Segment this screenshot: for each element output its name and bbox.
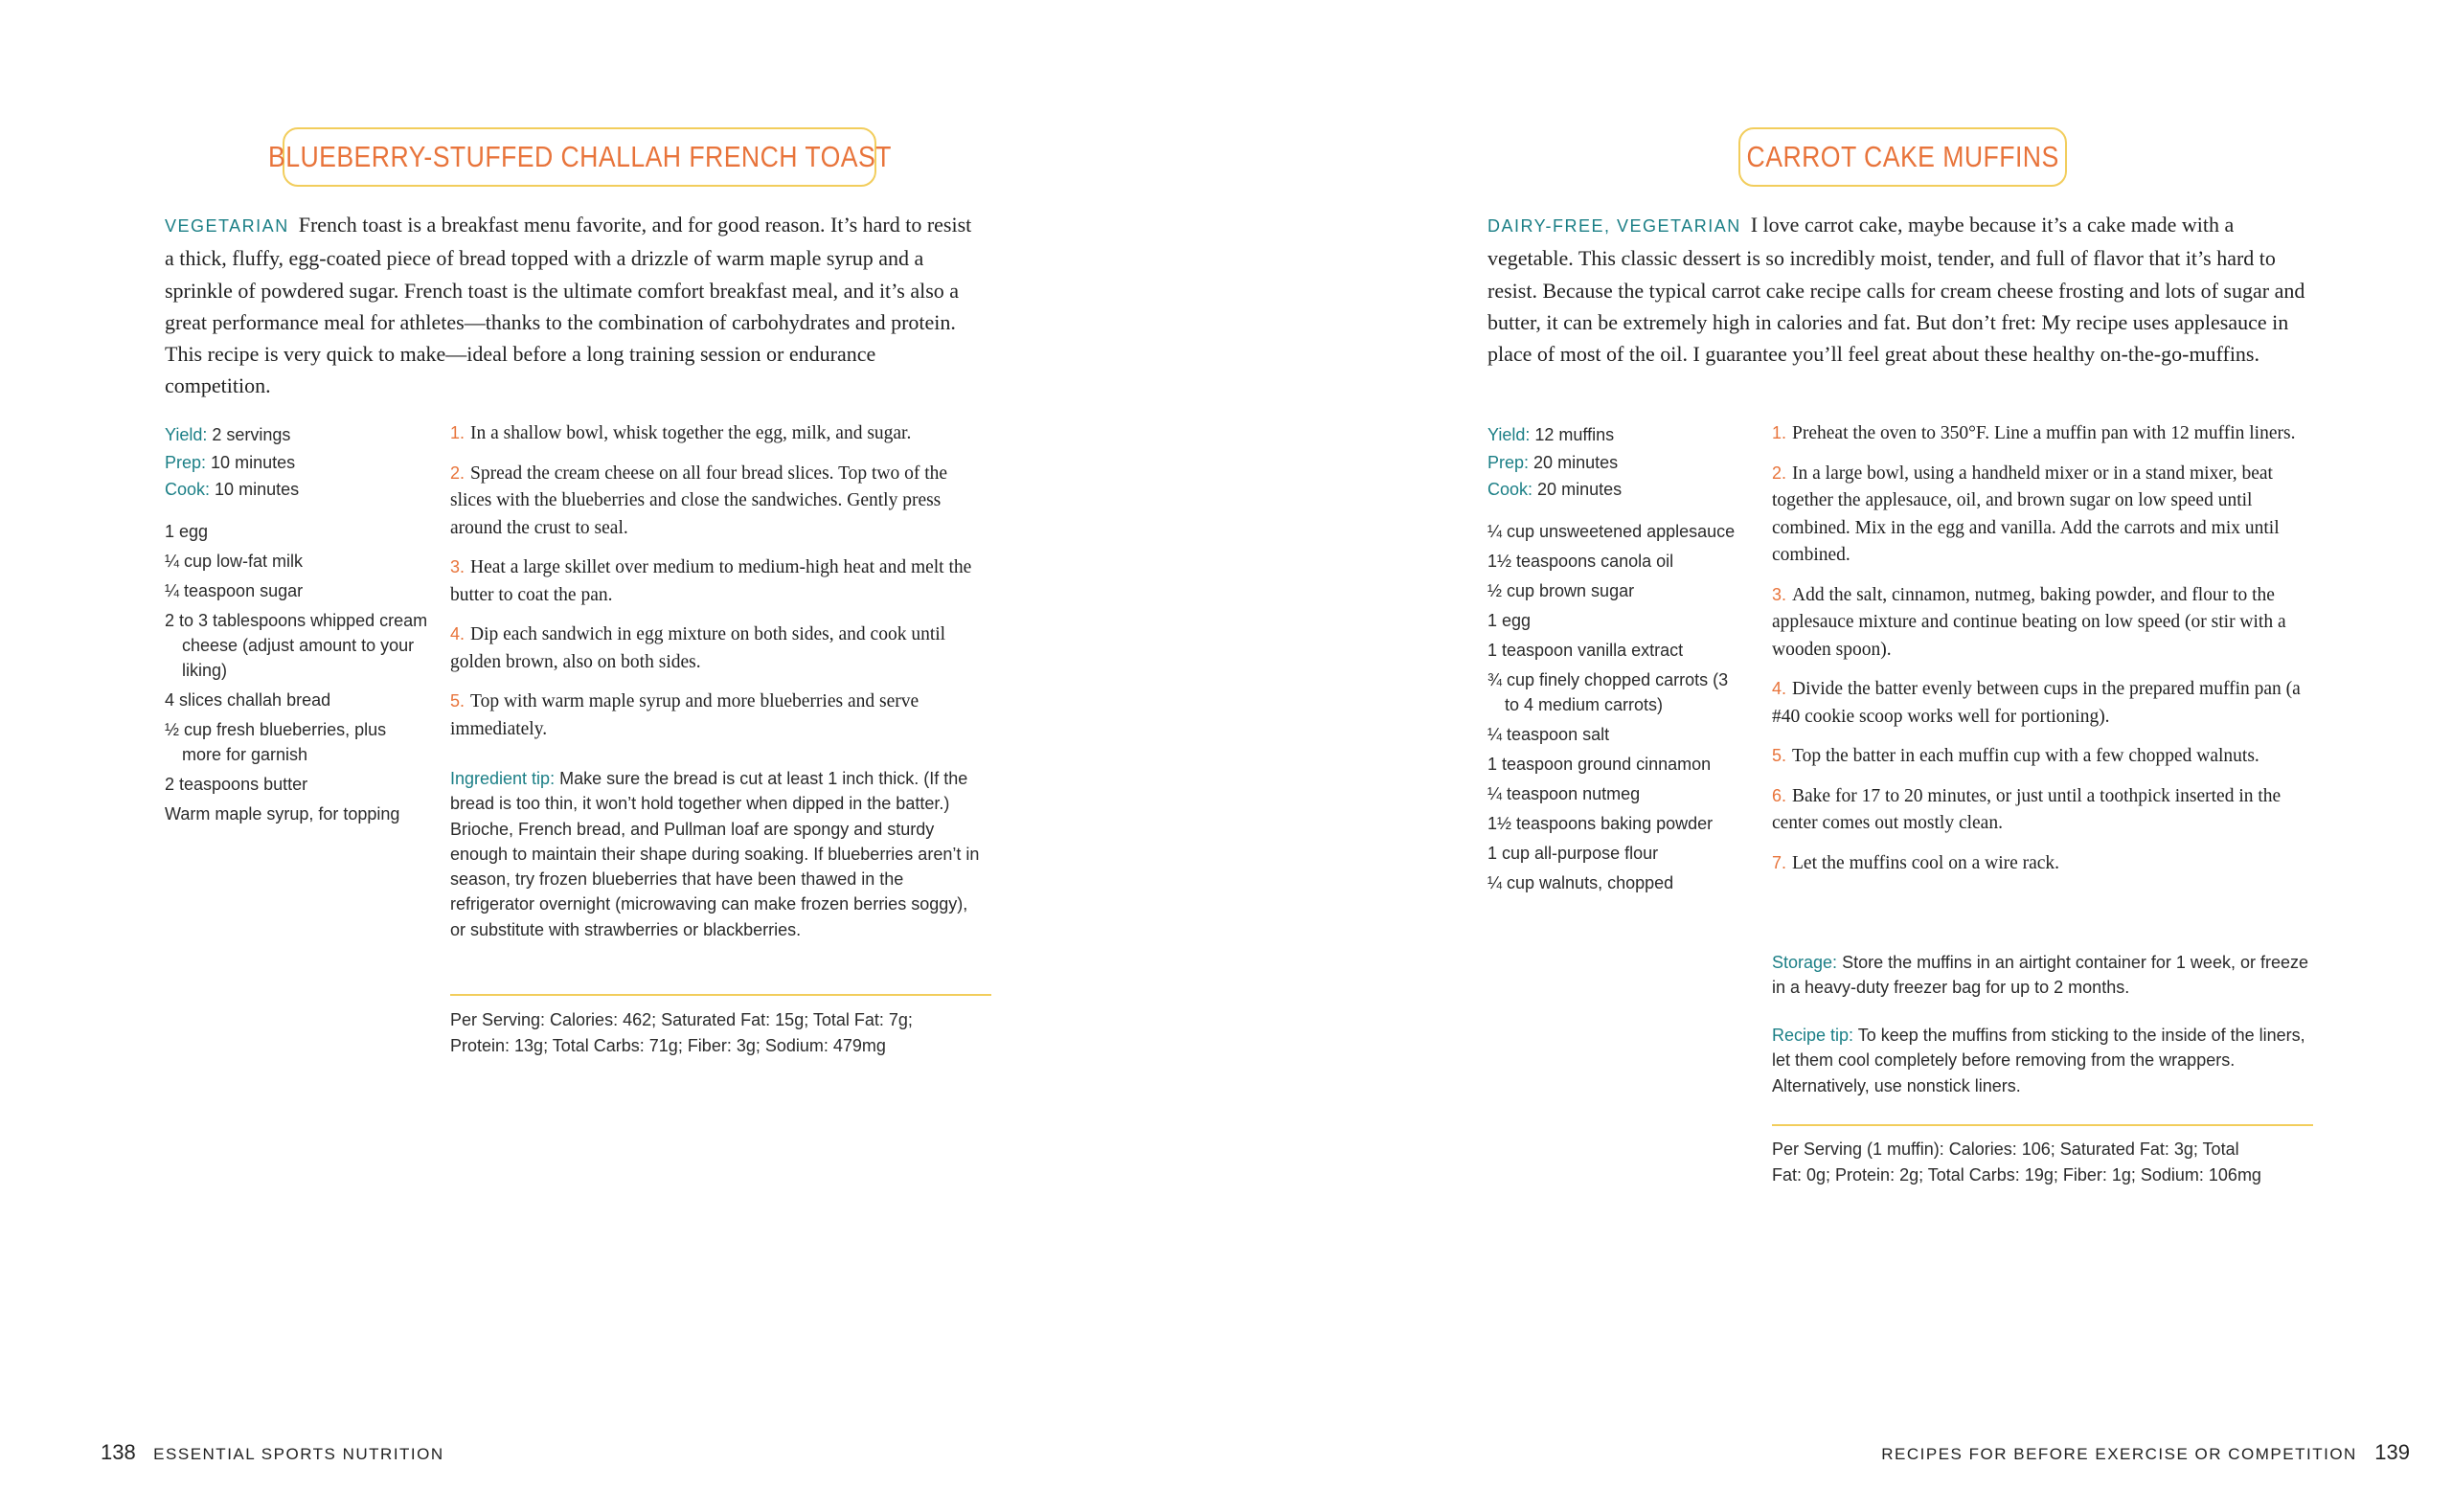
- step-text: Top with warm maple syrup and more blueberries and serve immediately.: [450, 691, 920, 739]
- step-item: [450, 419, 987, 448]
- page-number: 139: [2374, 1440, 2410, 1464]
- step-number: 5.: [450, 691, 465, 711]
- cook-row: [1487, 476, 1746, 504]
- step-number: 3.: [450, 557, 465, 576]
- yield-label: Yield:: [1487, 425, 1531, 444]
- recipe-meta: [1487, 421, 1746, 504]
- step-item: [1772, 782, 2313, 838]
- step-item: [450, 460, 987, 543]
- ingredient-list: [1487, 519, 1744, 900]
- yield-row: [165, 421, 423, 449]
- intro-text: French toast is a breakfast menu favorite, and for good reason. It’s hard to resist a thick, fluffy, egg-coated piece of bread topped with a drizzle of warm maple syrup and a sprinkle of powdered sugar. French toast is the ultimate comfort breakfast meal, and it’s also a great performance meal for athletes—thanks to the combination of carbohydrates and protein. This recipe is very quick to make—ideal before a long training session or endurance competition.: [165, 213, 972, 398]
- diet-tag: DAIRY-FREE, VEGETARIAN: [1487, 216, 1741, 236]
- step-text: Bake for 17 to 20 minutes, or just until a toothpick inserted in the center comes out mostly clean.: [1772, 785, 2282, 833]
- step-number: 3.: [1772, 584, 1787, 604]
- cook-value: 10 minutes: [215, 480, 300, 499]
- ingredient-item: 2 teaspoons butter: [165, 775, 308, 794]
- ingredient-item: ¼ teaspoon sugar: [165, 581, 304, 600]
- ingredient-item: 4 slices challah bread: [165, 690, 331, 710]
- recipe-tip: [1772, 1023, 2308, 1098]
- step-number: 1.: [450, 423, 465, 442]
- recipe-meta: [165, 421, 423, 504]
- ingredient-item: ¼ cup low-fat milk: [165, 552, 304, 571]
- step-text: Heat a large skillet over medium to medium-high heat and melt the butter to coat the pan.: [450, 557, 972, 605]
- storage-text: Store the muffins in an airtight container for 1 week, or freeze in a heavy-duty freezer bag for up to 2 months.: [1772, 953, 2308, 998]
- step-item: [450, 688, 987, 743]
- ingredient-item: ¼ cup walnuts, chopped: [1487, 873, 1674, 892]
- ingredient-item: 1 teaspoon vanilla extract: [1487, 641, 1684, 660]
- ingredient-item: ½ cup brown sugar: [1487, 581, 1635, 600]
- step-item: [450, 621, 987, 676]
- prep-label: Prep:: [1487, 452, 1530, 472]
- step-number: 4.: [450, 624, 465, 643]
- recipe-title-box: [267, 127, 892, 187]
- ingredient-item: 2 to 3 tablespoons whipped cream cheese (adjust amount to your liking): [165, 611, 428, 680]
- tip-label: Ingredient tip:: [450, 769, 556, 788]
- ingredient-list: [165, 519, 428, 831]
- step-text: Let the muffins cool on a wire rack.: [1792, 852, 2060, 873]
- step-item: [1772, 675, 2313, 731]
- prep-row: [1487, 449, 1746, 477]
- ingredient-item: 1½ teaspoons canola oil: [1487, 552, 1674, 571]
- nutrition-info: Per Serving (1 muffin): Calories: 106; Saturated Fat: 3g; Total Fat: 0g; Protein: 2g; Total Carbs: 19g; Fiber: 1g; Sodium: 106mg: [1772, 1140, 2261, 1185]
- divider-rule: [450, 994, 991, 996]
- step-text: Dip each sandwich in egg mixture on both sides, and cook until golden brown, also on both sides.: [450, 624, 946, 672]
- storage-note: [1772, 950, 2308, 1001]
- step-number: 7.: [1772, 852, 1787, 872]
- prep-value: 10 minutes: [211, 452, 296, 472]
- step-number: 2.: [1772, 463, 1787, 483]
- ingredient-item: ¼ teaspoon nutmeg: [1487, 784, 1641, 803]
- divider-rule: [1772, 1124, 2313, 1126]
- step-item: [1772, 742, 2313, 771]
- step-number: 4.: [1772, 679, 1787, 698]
- step-text: Preheat the oven to 350°F. Line a muffin pan with 12 muffin liners.: [1792, 423, 2296, 443]
- nutrition-info: Per Serving: Calories: 462; Saturated Fat: 15g; Total Fat: 7g; Protein: 13g; Total Carbs: 71g; Fiber: 3g; Sodium: 479mg: [450, 1010, 913, 1055]
- cook-value: 20 minutes: [1537, 480, 1623, 499]
- step-text: Top the batter in each muffin cup with a few chopped walnuts.: [1792, 746, 2259, 766]
- diet-tag: VEGETARIAN: [165, 216, 289, 236]
- yield-value: 12 muffins: [1534, 425, 1615, 444]
- recipe-intro: [165, 209, 981, 402]
- recipe-title-box: [1738, 127, 2067, 187]
- page-number: 138: [101, 1440, 136, 1464]
- ingredient-item: 1½ teaspoons baking powder: [1487, 814, 1714, 833]
- yield-row: [1487, 421, 1746, 449]
- ingredient-item: 1 cup all-purpose flour: [1487, 844, 1659, 863]
- cook-label: Cook:: [1487, 480, 1533, 499]
- page-footer: [1881, 1440, 2410, 1465]
- tip-text: To keep the muffins from sticking to the inside of the liners, let them cool completely before removing from the wrappers. Alternatively, use nonstick liners.: [1772, 1026, 2305, 1095]
- ingredient-item: ¾ cup finely chopped carrots (3 to 4 medium carrots): [1487, 670, 1729, 714]
- step-item: [1772, 460, 2313, 570]
- step-item: [1772, 581, 2313, 665]
- step-number: 5.: [1772, 746, 1787, 765]
- step-text: Spread the cream cheese on all four bread slices. Top two of the slices with the blueberries and close the sandwiches. Gently press around the crust to seal.: [450, 463, 948, 538]
- ingredient-tip: [450, 766, 987, 942]
- ingredient-item: 1 egg: [1487, 611, 1532, 630]
- ingredient-item: ½ cup fresh blueberries, plus more for garnish: [165, 720, 387, 764]
- step-text: Divide the batter evenly between cups in the prepared muffin pan (a #40 cookie scoop works well for portioning).: [1772, 679, 2301, 727]
- running-head: ESSENTIAL SPORTS NUTRITION: [153, 1445, 444, 1463]
- prep-row: [165, 449, 423, 477]
- recipe-title: BLUEBERRY-STUFFED CHALLAH FRENCH TOAST: [267, 140, 892, 173]
- steps-list: [450, 419, 987, 755]
- yield-label: Yield:: [165, 425, 208, 444]
- prep-label: Prep:: [165, 452, 207, 472]
- cook-label: Cook:: [165, 480, 211, 499]
- step-text: In a shallow bowl, whisk together the egg, milk, and sugar.: [470, 423, 912, 443]
- step-item: [450, 553, 987, 609]
- step-number: 6.: [1772, 785, 1787, 805]
- step-text: Add the salt, cinnamon, nutmeg, baking powder, and flour to the applesauce mixture and continue beating on low speed (or stir with a wooden spoon).: [1772, 584, 2286, 660]
- right-page: [1226, 0, 2452, 1512]
- recipe-intro: [1487, 209, 2319, 370]
- cook-row: [165, 476, 423, 504]
- tip-text: Make sure the bread is cut at least 1 inch thick. (If the bread is too thin, it won’t hold together when dipped in the batter.) Brioche, French bread, and Pullman loaf are spongy and sturdy enough to maintain their shape during soaking. If blueberries aren’t in season, try frozen blueberries that have been thawed in the refrigerator overnight (microwaving can make frozen berries soggy), or substitute with strawberries or blackberries.: [450, 769, 980, 939]
- running-head: RECIPES FOR BEFORE EXERCISE OR COMPETITION: [1881, 1445, 2357, 1463]
- ingredient-item: ¼ cup unsweetened applesauce: [1487, 522, 1736, 541]
- prep-value: 20 minutes: [1533, 452, 1619, 472]
- step-item: [1772, 419, 2313, 448]
- ingredient-item: 1 teaspoon ground cinnamon: [1487, 755, 1712, 774]
- page-footer: [101, 1440, 444, 1465]
- ingredient-item: ¼ teaspoon salt: [1487, 725, 1610, 744]
- step-text: In a large bowl, using a handheld mixer or in a stand mixer, beat together the applesauce, oil, and brown sugar on low speed until combined. Mix in the egg and vanilla. Add the carrots and mix until combined.: [1772, 463, 2280, 565]
- tip-label: Recipe tip:: [1772, 1026, 1854, 1045]
- step-item: [1772, 849, 2313, 878]
- steps-list: [1772, 419, 2313, 889]
- storage-label: Storage:: [1772, 953, 1838, 972]
- step-number: 2.: [450, 463, 465, 483]
- step-number: 1.: [1772, 423, 1787, 442]
- ingredient-item: Warm maple syrup, for topping: [165, 804, 400, 824]
- ingredient-item: 1 egg: [165, 522, 209, 541]
- yield-value: 2 servings: [212, 425, 291, 444]
- recipe-title: CARROT CAKE MUFFINS: [1746, 140, 2059, 173]
- intro-text: I love carrot cake, maybe because it’s a cake made with a vegetable. This classic dessert is so incredibly moist, tender, and full of flavor that it’s hard to resist. Because the typical carrot cake recipe calls for cream cheese frosting and lots of sugar and butter, it can be extremely high in calories and fat. But don’t fret: My recipe uses applesauce in place of most of the oil. I guarantee you’ll feel great about these healthy on-the-go-muffins.: [1487, 213, 2305, 367]
